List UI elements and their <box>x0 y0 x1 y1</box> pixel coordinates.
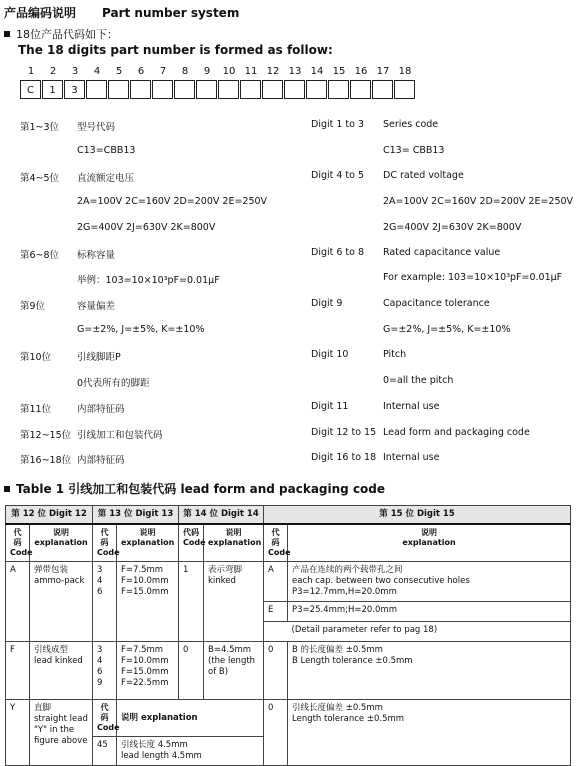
bullet-square-icon <box>4 486 10 492</box>
digit-box <box>218 80 239 99</box>
table-row <box>6 700 571 737</box>
digit-box <box>350 80 371 99</box>
row-en-text: Rated capacitance value <box>383 247 501 258</box>
row-en-text: 2A=100V 2C=160V 2D=200V 2E=250V <box>383 196 574 207</box>
row-en-text: 0=all the pitch <box>383 375 454 386</box>
row-en-label: Digit 12 to 15 <box>311 427 377 438</box>
digit-number: 8 <box>181 66 189 77</box>
digit-box <box>262 80 283 99</box>
row-cn-text: 内部特征码 <box>77 455 125 466</box>
digit-box <box>328 80 349 99</box>
cell-code: Y <box>6 700 30 766</box>
row-cn-text: G=±2%, J=±5%, K=±10% <box>77 324 205 335</box>
digit-number: 6 <box>137 66 145 77</box>
digit-number: 3 <box>71 66 79 77</box>
row-en-label: Digit 16 to 18 <box>311 452 377 463</box>
row-en-text: Pitch <box>383 349 407 360</box>
table-title: Table 1 引线加工和包装代码 lead form and packaging code <box>4 480 385 497</box>
row-en-label: Digit 1 to 3 <box>311 119 365 130</box>
row-en-text: C13= CBB13 <box>383 145 445 156</box>
row-cn-label: 第6~8位 <box>20 250 60 261</box>
row-en-text: Series code <box>383 119 439 130</box>
digit-number: 7 <box>159 66 167 77</box>
cell-code: F <box>6 642 30 700</box>
cell-explanation: 引线长度偏差 ±0.5mm Length tolerance ±0.5mm <box>288 700 571 766</box>
cell-code: 1 <box>179 562 204 642</box>
cell-explanation: P3=25.4mm;H=20.0mm <box>288 602 571 622</box>
row-en-text: Internal use <box>383 401 440 412</box>
table-row <box>6 642 571 700</box>
digit-number: 2 <box>49 66 57 77</box>
row-cn-text: 直流额定电压 <box>77 173 135 184</box>
digit-box: C <box>20 80 41 99</box>
cell-code <box>264 622 288 642</box>
cell-explanation: B 的长度偏差 ±0.5mm B Length tolerance ±0.5mm <box>288 642 571 700</box>
cell-code: E <box>264 602 288 622</box>
row-en-label: Digit 9 <box>311 298 343 309</box>
sub-explanation: 说明 explanation <box>117 524 179 562</box>
sub-explanation: 说明 explanation <box>204 524 264 562</box>
cell-note: (Detail parameter refer to pag 18) <box>288 622 571 642</box>
row-cn-text: 引线脚距P <box>77 352 121 363</box>
digit-box <box>174 80 195 99</box>
digit-number: 18 <box>398 66 412 77</box>
row-cn-label: 第10位 <box>20 352 52 363</box>
table-header-row <box>6 506 571 525</box>
row-cn-text: 2G=400V 2J=630V 2K=800V <box>77 222 216 233</box>
digit-number: 5 <box>115 66 123 77</box>
cell-sub-code: 代码 Code <box>93 700 117 737</box>
row-cn-label: 第1~3位 <box>20 122 60 133</box>
row-cn-label: 第4~5位 <box>20 173 60 184</box>
row-cn-text: C13=CBB13 <box>77 145 136 156</box>
sub-code: 代码 Code <box>6 524 30 562</box>
row-en-text: 2G=400V 2J=630V 2K=800V <box>383 222 522 233</box>
digit-number: 12 <box>266 66 280 77</box>
intro-en: The 18 digits part number is formed as follow: <box>18 43 333 57</box>
cell-explanation: 弹带包装 ammo-pack <box>30 562 93 642</box>
cell-code: 0 <box>179 642 204 700</box>
cell-explanation: B=4.5mm (the length of B) <box>204 642 264 700</box>
digit-number: 9 <box>203 66 211 77</box>
page-heading <box>4 4 239 21</box>
row-cn-text: 标称容量 <box>77 250 116 261</box>
heading-en: Part number system <box>102 6 240 20</box>
digit-box <box>152 80 173 99</box>
digit-number: 15 <box>332 66 346 77</box>
cell-explanation: F=7.5mm F=10.0mm F=15.0mm F=22.5mm <box>117 642 179 700</box>
digit-number: 4 <box>93 66 101 77</box>
sub-explanation: 说明 explanation <box>30 524 93 562</box>
row-en-text: For example: 103=10×10³pF=0.01μF <box>383 272 563 283</box>
sub-code: 代码 Code <box>179 524 204 562</box>
row-en-label: Digit 4 to 5 <box>311 170 365 181</box>
digit-number: 16 <box>354 66 368 77</box>
heading-cn: 产品编码说明 <box>4 6 77 20</box>
part-number-boxes <box>20 80 416 99</box>
header-digit14: 第 14 位 Digit 14 <box>179 506 264 525</box>
cell-code: 0 <box>264 642 288 700</box>
header-digit12: 第 12 位 Digit 12 <box>6 506 93 525</box>
cell-code: 45 <box>93 737 117 766</box>
digit-box: 3 <box>64 80 85 99</box>
cell-code: A <box>6 562 30 642</box>
row-cn-text: 型号代码 <box>77 122 116 133</box>
cell-explanation: 产品在连续的两个载带孔之间 each cap. between two consecutive holes P3=12.7mm,H=20.0mm <box>288 562 571 602</box>
digit-box <box>108 80 129 99</box>
row-cn-label: 第9位 <box>20 301 46 312</box>
cell-code: 0 <box>264 700 288 766</box>
cell-explanation: F=7.5mm F=10.0mm F=15.0mm <box>117 562 179 642</box>
sub-code: 代码 Code <box>264 524 288 562</box>
cell-explanation: 表示弯脚 kinked <box>204 562 264 642</box>
row-en-label: Digit 11 <box>311 401 349 412</box>
digit-number: 17 <box>376 66 390 77</box>
row-cn-text: 0代表所有的脚距 <box>77 378 150 389</box>
digit-box <box>240 80 261 99</box>
header-digit13: 第 13 位 Digit 13 <box>93 506 179 525</box>
cell-code: A <box>264 562 288 602</box>
digit-box <box>130 80 151 99</box>
cell-sub-explanation: 说明 explanation <box>117 700 264 737</box>
digit-box <box>196 80 217 99</box>
digit-number: 1 <box>27 66 35 77</box>
row-cn-text: 举例：103=10×10³pF=0.01μF <box>77 275 220 286</box>
row-en-text: Capacitance tolerance <box>383 298 490 309</box>
row-en-text: Lead form and packaging code <box>383 427 530 438</box>
digit-box <box>86 80 107 99</box>
intro-cn: 18位产品代码如下： <box>4 26 118 42</box>
cell-explanation: 引线成型 lead kinked <box>30 642 93 700</box>
digit-box: 1 <box>42 80 63 99</box>
sub-explanation: 说明 explanation <box>288 524 571 562</box>
lead-form-table <box>5 505 571 766</box>
cell-explanation: 直脚 straight lead "Y" in the figure above <box>30 700 93 766</box>
digit-box <box>306 80 327 99</box>
row-cn-label: 第12~15位 <box>20 430 72 441</box>
cell-code: 3 4 6 9 <box>93 642 117 700</box>
digit-box <box>394 80 415 99</box>
bullet-square-icon <box>4 31 10 37</box>
digit-number: 10 <box>222 66 236 77</box>
digit-number: 13 <box>288 66 302 77</box>
digit-box <box>372 80 393 99</box>
row-en-label: Digit 10 <box>311 349 349 360</box>
row-en-text: G=±2%, J=±5%, K=±10% <box>383 324 511 335</box>
digit-box <box>284 80 305 99</box>
row-cn-text: 2A=100V 2C=160V 2D=200V 2E=250V <box>77 196 268 207</box>
row-cn-text: 容量偏差 <box>77 301 116 312</box>
cell-explanation: 引线长度 4.5mm lead length 4.5mm <box>117 737 264 766</box>
table-row <box>6 562 571 602</box>
sub-code: 代码 Code <box>93 524 117 562</box>
row-cn-label: 第11位 <box>20 404 52 415</box>
row-cn-label: 第16~18位 <box>20 455 72 466</box>
digit-number: 14 <box>310 66 324 77</box>
cell-code: 3 4 6 <box>93 562 117 642</box>
row-en-label: Digit 6 to 8 <box>311 247 365 258</box>
row-en-text: Internal use <box>383 452 440 463</box>
table-subheader-row <box>6 524 571 562</box>
row-cn-text: 引线加工和包装代码 <box>77 430 163 441</box>
row-cn-text: 内部特征码 <box>77 404 125 415</box>
digit-number: 11 <box>244 66 258 77</box>
row-en-text: DC rated voltage <box>383 170 464 181</box>
header-digit15: 第 15 位 Digit 15 <box>264 506 571 525</box>
